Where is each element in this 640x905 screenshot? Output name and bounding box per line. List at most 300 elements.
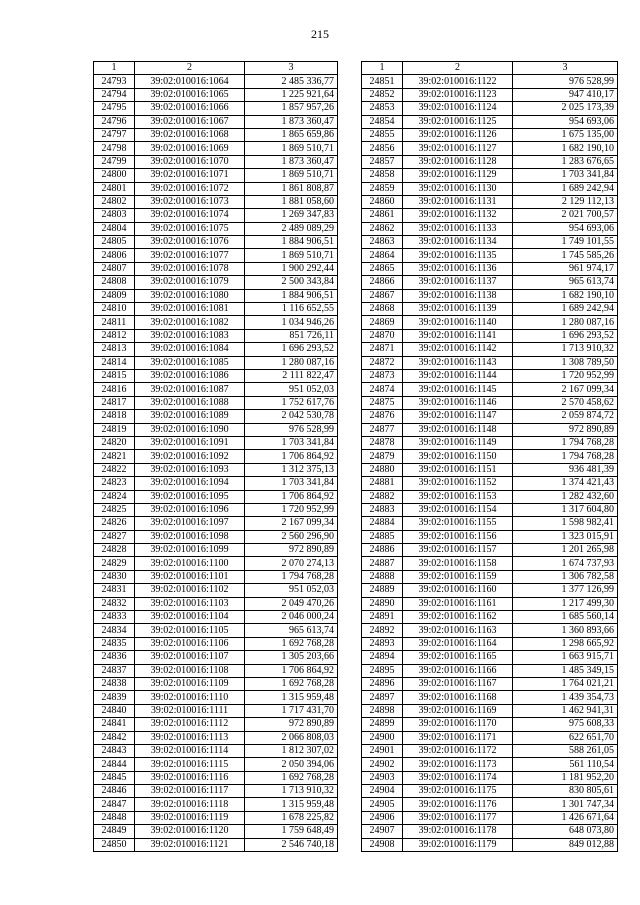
table-row: [94, 262, 338, 275]
row-number-cell: 24814: [94, 356, 135, 369]
table-row: [362, 570, 618, 583]
table-row: [362, 704, 618, 717]
cadastral-number-cell: 39:02:010016:1163: [403, 624, 513, 637]
cadastral-number-cell: 39:02:010016:1105: [135, 624, 245, 637]
value-cell: 1 675 135,00: [513, 128, 618, 141]
value-cell: 1 305 203,66: [245, 651, 338, 664]
value-cell: 1 720 952,99: [245, 503, 338, 516]
table-row: [94, 369, 338, 382]
value-cell: 1 881 058,60: [245, 195, 338, 208]
table-row: [362, 463, 618, 476]
cadastral-number-cell: 39:02:010016:1077: [135, 249, 245, 262]
row-number-cell: 24813: [94, 343, 135, 356]
value-cell: 972 890,89: [513, 423, 618, 436]
value-cell: 1 713 910,32: [513, 343, 618, 356]
value-cell: 1 703 341,84: [245, 477, 338, 490]
row-number-cell: 24898: [362, 704, 403, 717]
table-row: [362, 155, 618, 168]
value-cell: 1 116 652,55: [245, 303, 338, 316]
row-number-cell: 24805: [94, 236, 135, 249]
table-row: [362, 316, 618, 329]
table-row: [362, 396, 618, 409]
table-row: [94, 209, 338, 222]
row-number-cell: 24831: [94, 584, 135, 597]
row-number-cell: 24873: [362, 369, 403, 382]
value-cell: 1 720 952,99: [513, 369, 618, 382]
column-header: 2: [403, 62, 513, 75]
row-number-cell: 24882: [362, 490, 403, 503]
row-number-cell: 24868: [362, 303, 403, 316]
row-number-cell: 24822: [94, 463, 135, 476]
cadastral-number-cell: 39:02:010016:1149: [403, 436, 513, 449]
table-row: [94, 570, 338, 583]
cadastral-number-cell: 39:02:010016:1079: [135, 276, 245, 289]
cadastral-number-cell: 39:02:010016:1101: [135, 570, 245, 583]
value-cell: 2 560 296,90: [245, 530, 338, 543]
row-number-cell: 24847: [94, 798, 135, 811]
table-row: [94, 825, 338, 838]
row-number-cell: 24870: [362, 329, 403, 342]
column-header: 1: [362, 62, 403, 75]
value-cell: 961 974,17: [513, 262, 618, 275]
row-number-cell: 24876: [362, 410, 403, 423]
cadastral-number-cell: 39:02:010016:1145: [403, 383, 513, 396]
registry-table-right: [361, 61, 618, 852]
cadastral-number-cell: 39:02:010016:1086: [135, 369, 245, 382]
row-number-cell: 24857: [362, 155, 403, 168]
value-cell: 2 070 274,13: [245, 557, 338, 570]
row-number-cell: 24881: [362, 477, 403, 490]
value-cell: 1 812 307,02: [245, 744, 338, 757]
value-cell: 2 167 099,34: [513, 383, 618, 396]
cadastral-number-cell: 39:02:010016:1165: [403, 651, 513, 664]
cadastral-number-cell: 39:02:010016:1119: [135, 811, 245, 824]
table-row: [94, 838, 338, 851]
cadastral-number-cell: 39:02:010016:1125: [403, 115, 513, 128]
cadastral-number-cell: 39:02:010016:1137: [403, 276, 513, 289]
row-number-cell: 24829: [94, 557, 135, 570]
value-cell: 1 873 360,47: [245, 115, 338, 128]
cadastral-number-cell: 39:02:010016:1156: [403, 530, 513, 543]
value-cell: 1 869 510,71: [245, 142, 338, 155]
table-row: [362, 651, 618, 664]
value-cell: 830 805,61: [513, 785, 618, 798]
table-row: [362, 785, 618, 798]
cadastral-number-cell: 39:02:010016:1179: [403, 838, 513, 851]
cadastral-number-cell: 39:02:010016:1168: [403, 691, 513, 704]
cadastral-number-cell: 39:02:010016:1106: [135, 637, 245, 650]
row-number-cell: 24905: [362, 798, 403, 811]
row-number-cell: 24885: [362, 530, 403, 543]
value-cell: 972 890,89: [245, 544, 338, 557]
row-number-cell: 24804: [94, 222, 135, 235]
row-number-cell: 24893: [362, 637, 403, 650]
table-row: [94, 142, 338, 155]
cadastral-number-cell: 39:02:010016:1120: [135, 825, 245, 838]
cadastral-number-cell: 39:02:010016:1071: [135, 169, 245, 182]
value-cell: 1 181 952,20: [513, 771, 618, 784]
value-cell: 1 689 242,94: [513, 303, 618, 316]
table-row: [94, 289, 338, 302]
value-cell: 2 050 394,06: [245, 758, 338, 771]
cadastral-number-cell: 39:02:010016:1164: [403, 637, 513, 650]
value-cell: 976 528,99: [513, 75, 618, 88]
row-number-cell: 24800: [94, 169, 135, 182]
cadastral-number-cell: 39:02:010016:1169: [403, 704, 513, 717]
value-cell: 975 608,33: [513, 718, 618, 731]
table-row: [94, 128, 338, 141]
row-number-cell: 24834: [94, 624, 135, 637]
table-row: [94, 463, 338, 476]
table-row: [94, 744, 338, 757]
table-row: [362, 262, 618, 275]
row-number-cell: 24844: [94, 758, 135, 771]
value-cell: 1 678 225,82: [245, 811, 338, 824]
cadastral-number-cell: 39:02:010016:1081: [135, 303, 245, 316]
cadastral-number-cell: 39:02:010016:1065: [135, 88, 245, 101]
table-row: [94, 222, 338, 235]
cadastral-number-cell: 39:02:010016:1093: [135, 463, 245, 476]
value-cell: 965 613,74: [513, 276, 618, 289]
table-row: [94, 410, 338, 423]
value-cell: 1 794 768,28: [513, 450, 618, 463]
table-row: [362, 517, 618, 530]
row-number-cell: 24900: [362, 731, 403, 744]
row-number-cell: 24908: [362, 838, 403, 851]
cadastral-number-cell: 39:02:010016:1129: [403, 169, 513, 182]
table-row: [362, 356, 618, 369]
table-row: [362, 490, 618, 503]
value-cell: 976 528,99: [245, 423, 338, 436]
value-cell: 1 692 768,28: [245, 677, 338, 690]
table-row: [94, 731, 338, 744]
value-cell: 2 049 470,26: [245, 597, 338, 610]
table-row: [94, 771, 338, 784]
cadastral-number-cell: 39:02:010016:1115: [135, 758, 245, 771]
row-number-cell: 24853: [362, 102, 403, 115]
value-cell: 947 410,17: [513, 88, 618, 101]
value-cell: 1 703 341,84: [513, 169, 618, 182]
row-number-cell: 24803: [94, 209, 135, 222]
row-number-cell: 24832: [94, 597, 135, 610]
cadastral-number-cell: 39:02:010016:1177: [403, 811, 513, 824]
row-number-cell: 24852: [362, 88, 403, 101]
value-cell: 965 613,74: [245, 624, 338, 637]
row-number-cell: 24818: [94, 410, 135, 423]
row-number-cell: 24840: [94, 704, 135, 717]
table-row: [362, 798, 618, 811]
cadastral-number-cell: 39:02:010016:1121: [135, 838, 245, 851]
table-row: [362, 624, 618, 637]
cadastral-number-cell: 39:02:010016:1178: [403, 825, 513, 838]
row-number-cell: 24886: [362, 544, 403, 557]
value-cell: 1 682 190,10: [513, 289, 618, 302]
table-row: [94, 423, 338, 436]
column-header: 3: [245, 62, 338, 75]
row-number-cell: 24907: [362, 825, 403, 838]
table-row: [94, 249, 338, 262]
table-row: [362, 450, 618, 463]
row-number-cell: 24836: [94, 651, 135, 664]
cadastral-number-cell: 39:02:010016:1139: [403, 303, 513, 316]
table-row: [362, 195, 618, 208]
row-number-cell: 24875: [362, 396, 403, 409]
value-cell: 1 323 015,91: [513, 530, 618, 543]
value-cell: 1 317 604,80: [513, 503, 618, 516]
row-number-cell: 24887: [362, 557, 403, 570]
row-number-cell: 24806: [94, 249, 135, 262]
table-row: [94, 597, 338, 610]
row-number-cell: 24817: [94, 396, 135, 409]
value-cell: 936 481,39: [513, 463, 618, 476]
row-number-cell: 24824: [94, 490, 135, 503]
value-cell: 1 298 665,92: [513, 637, 618, 650]
cadastral-number-cell: 39:02:010016:1073: [135, 195, 245, 208]
cadastral-number-cell: 39:02:010016:1064: [135, 75, 245, 88]
table-row: [362, 142, 618, 155]
value-cell: 1 749 101,55: [513, 236, 618, 249]
value-cell: 588 261,05: [513, 744, 618, 757]
row-number-cell: 24809: [94, 289, 135, 302]
table-row: [94, 637, 338, 650]
table-row: [362, 530, 618, 543]
cadastral-number-cell: 39:02:010016:1109: [135, 677, 245, 690]
value-cell: 951 052,03: [245, 383, 338, 396]
value-cell: 2 500 343,84: [245, 276, 338, 289]
row-number-cell: 24880: [362, 463, 403, 476]
table-row: [94, 88, 338, 101]
cadastral-number-cell: 39:02:010016:1174: [403, 771, 513, 784]
cadastral-number-cell: 39:02:010016:1147: [403, 410, 513, 423]
table-row: [94, 651, 338, 664]
cadastral-number-cell: 39:02:010016:1074: [135, 209, 245, 222]
value-cell: 1 034 946,26: [245, 316, 338, 329]
row-number-cell: 24889: [362, 584, 403, 597]
value-cell: 1 283 676,65: [513, 155, 618, 168]
table-row: [94, 343, 338, 356]
cadastral-number-cell: 39:02:010016:1089: [135, 410, 245, 423]
row-number-cell: 24895: [362, 664, 403, 677]
cadastral-number-cell: 39:02:010016:1124: [403, 102, 513, 115]
value-cell: 1 315 959,48: [245, 691, 338, 704]
cadastral-number-cell: 39:02:010016:1072: [135, 182, 245, 195]
table-row: [94, 584, 338, 597]
table-row: [362, 410, 618, 423]
value-cell: 1 201 265,98: [513, 544, 618, 557]
value-cell: 1 706 864,92: [245, 450, 338, 463]
cadastral-number-cell: 39:02:010016:1069: [135, 142, 245, 155]
value-cell: 951 052,03: [245, 584, 338, 597]
table-row: [94, 811, 338, 824]
value-cell: 1 225 921,64: [245, 88, 338, 101]
row-number-cell: 24830: [94, 570, 135, 583]
table-row: [362, 557, 618, 570]
cadastral-number-cell: 39:02:010016:1131: [403, 195, 513, 208]
row-number-cell: 24796: [94, 115, 135, 128]
cadastral-number-cell: 39:02:010016:1096: [135, 503, 245, 516]
cadastral-number-cell: 39:02:010016:1094: [135, 477, 245, 490]
value-cell: 2 111 822,47: [245, 369, 338, 382]
cadastral-number-cell: 39:02:010016:1085: [135, 356, 245, 369]
row-number-cell: 24816: [94, 383, 135, 396]
value-cell: 2 570 458,62: [513, 396, 618, 409]
row-number-cell: 24835: [94, 637, 135, 650]
value-cell: 1 685 560,14: [513, 611, 618, 624]
table-row: [94, 195, 338, 208]
cadastral-number-cell: 39:02:010016:1075: [135, 222, 245, 235]
value-cell: 1 865 659,86: [245, 128, 338, 141]
table-row: [362, 584, 618, 597]
cadastral-number-cell: 39:02:010016:1170: [403, 718, 513, 731]
row-number-cell: 24859: [362, 182, 403, 195]
value-cell: 1 794 768,28: [245, 570, 338, 583]
cadastral-number-cell: 39:02:010016:1152: [403, 477, 513, 490]
table-row: [362, 102, 618, 115]
row-number-cell: 24802: [94, 195, 135, 208]
table-row: [362, 276, 618, 289]
row-number-cell: 24888: [362, 570, 403, 583]
value-cell: 2 546 740,18: [245, 838, 338, 851]
table-row: [94, 436, 338, 449]
cadastral-number-cell: 39:02:010016:1136: [403, 262, 513, 275]
row-number-cell: 24849: [94, 825, 135, 838]
value-cell: 622 651,70: [513, 731, 618, 744]
cadastral-number-cell: 39:02:010016:1107: [135, 651, 245, 664]
value-cell: 1 315 959,48: [245, 798, 338, 811]
column-header: 1: [94, 62, 135, 75]
table-row: [94, 557, 338, 570]
row-number-cell: 24861: [362, 209, 403, 222]
table-row: [362, 249, 618, 262]
row-number-cell: 24845: [94, 771, 135, 784]
row-number-cell: 24854: [362, 115, 403, 128]
row-number-cell: 24851: [362, 75, 403, 88]
table-row: [362, 383, 618, 396]
cadastral-number-cell: 39:02:010016:1112: [135, 718, 245, 731]
row-number-cell: 24878: [362, 436, 403, 449]
row-number-cell: 24906: [362, 811, 403, 824]
value-cell: 1 717 431,70: [245, 704, 338, 717]
row-number-cell: 24825: [94, 503, 135, 516]
value-cell: 1 689 242,94: [513, 182, 618, 195]
cadastral-number-cell: 39:02:010016:1142: [403, 343, 513, 356]
row-number-cell: 24833: [94, 611, 135, 624]
cadastral-number-cell: 39:02:010016:1113: [135, 731, 245, 744]
cadastral-number-cell: 39:02:010016:1175: [403, 785, 513, 798]
column-header: 3: [513, 62, 618, 75]
row-number-cell: 24862: [362, 222, 403, 235]
table-row: [94, 316, 338, 329]
value-cell: 1 706 864,92: [245, 664, 338, 677]
value-cell: 1 280 087,16: [513, 316, 618, 329]
table-row: [94, 115, 338, 128]
row-number-cell: 24850: [94, 838, 135, 851]
cadastral-number-cell: 39:02:010016:1153: [403, 490, 513, 503]
table-row: [94, 718, 338, 731]
value-cell: 2 042 530,78: [245, 410, 338, 423]
row-number-cell: 24848: [94, 811, 135, 824]
value-cell: 1 692 768,28: [245, 771, 338, 784]
table-row: [362, 838, 618, 851]
table-row: [94, 704, 338, 717]
cadastral-number-cell: 39:02:010016:1173: [403, 758, 513, 771]
cadastral-number-cell: 39:02:010016:1084: [135, 343, 245, 356]
table-row: [94, 102, 338, 115]
cadastral-number-cell: 39:02:010016:1160: [403, 584, 513, 597]
row-number-cell: 24828: [94, 544, 135, 557]
table-row: [94, 75, 338, 88]
cadastral-number-cell: 39:02:010016:1150: [403, 450, 513, 463]
value-cell: 1 485 349,15: [513, 664, 618, 677]
cadastral-number-cell: 39:02:010016:1090: [135, 423, 245, 436]
cadastral-number-cell: 39:02:010016:1148: [403, 423, 513, 436]
table-row: [94, 664, 338, 677]
cadastral-number-cell: 39:02:010016:1078: [135, 262, 245, 275]
table-row: [362, 477, 618, 490]
table-row: [362, 503, 618, 516]
value-cell: 2 485 336,77: [245, 75, 338, 88]
table-row: [94, 758, 338, 771]
row-number-cell: 24871: [362, 343, 403, 356]
value-cell: 954 693,06: [513, 115, 618, 128]
table-row: [362, 75, 618, 88]
cadastral-number-cell: 39:02:010016:1070: [135, 155, 245, 168]
row-number-cell: 24890: [362, 597, 403, 610]
row-number-cell: 24797: [94, 128, 135, 141]
table-row: [362, 369, 618, 382]
cadastral-number-cell: 39:02:010016:1162: [403, 611, 513, 624]
row-number-cell: 24795: [94, 102, 135, 115]
row-number-cell: 24867: [362, 289, 403, 302]
value-cell: 2 129 112,13: [513, 195, 618, 208]
row-number-cell: 24808: [94, 276, 135, 289]
cadastral-number-cell: 39:02:010016:1135: [403, 249, 513, 262]
table-row: [362, 825, 618, 838]
row-number-cell: 24897: [362, 691, 403, 704]
value-cell: 1 884 906,51: [245, 236, 338, 249]
row-number-cell: 24798: [94, 142, 135, 155]
row-number-cell: 24872: [362, 356, 403, 369]
value-cell: 1 696 293,52: [245, 343, 338, 356]
table-row: [94, 329, 338, 342]
value-cell: 1 663 915,71: [513, 651, 618, 664]
value-cell: 1 374 421,43: [513, 477, 618, 490]
row-number-cell: 24856: [362, 142, 403, 155]
value-cell: 1 306 782,58: [513, 570, 618, 583]
table-row: [362, 637, 618, 650]
cadastral-number-cell: 39:02:010016:1111: [135, 704, 245, 717]
value-cell: 1 308 789,50: [513, 356, 618, 369]
row-number-cell: 24815: [94, 369, 135, 382]
row-number-cell: 24810: [94, 303, 135, 316]
row-number-cell: 24812: [94, 329, 135, 342]
table-row: [362, 329, 618, 342]
value-cell: 2 167 099,34: [245, 517, 338, 530]
cadastral-number-cell: 39:02:010016:1154: [403, 503, 513, 516]
cadastral-number-cell: 39:02:010016:1099: [135, 544, 245, 557]
value-cell: 2 025 173,39: [513, 102, 618, 115]
row-number-cell: 24865: [362, 262, 403, 275]
table-header-row: [94, 62, 338, 75]
row-number-cell: 24877: [362, 423, 403, 436]
cadastral-number-cell: 39:02:010016:1146: [403, 396, 513, 409]
table-row: [362, 544, 618, 557]
cadastral-number-cell: 39:02:010016:1176: [403, 798, 513, 811]
cadastral-number-cell: 39:02:010016:1080: [135, 289, 245, 302]
table-row: [362, 811, 618, 824]
table-row: [362, 744, 618, 757]
row-number-cell: 24819: [94, 423, 135, 436]
